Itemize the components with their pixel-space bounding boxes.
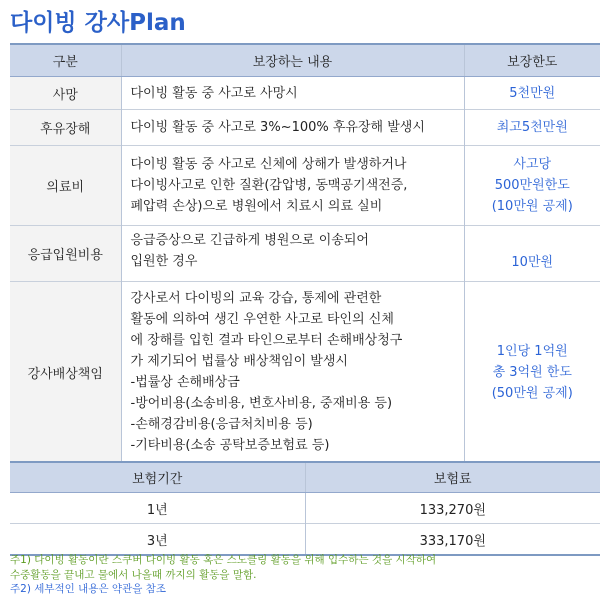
premium-cell: 333,170원 [305, 524, 600, 556]
period-cell: 1년 [10, 493, 305, 524]
category-cell: 강사배상책임 [10, 282, 121, 464]
coverage-table [10, 43, 600, 465]
premium-header-row [10, 462, 600, 493]
limit-cell: 최고5천만원 [464, 110, 600, 146]
content-cell: 다이빙 활동 중 사고로 3%~100% 후유장해 발생시 [121, 110, 464, 146]
table-row [10, 110, 600, 146]
content-cell: 강사로서 다이빙의 교육 강습, 통제에 관련한 활동에 의하여 생긴 우연한 사고로 타인의 신체 에 장해를 입힌 결과 타인으로부터 손해배상청구 가 제기되어 법률상 배상책임이 발생시 -법률상 손해배상금 -방어비용(소송비용, 변호사비용, 중재비용 등) -손해경감비용(응급처치비용 등) -기타비용(소송 공탁보증보험료 등) [130, 291, 403, 454]
table-row [10, 493, 600, 524]
content-cell: 다이빙 활동 중 사고로 사망시 [121, 77, 464, 110]
header-content: 보장하는 내용 [121, 44, 464, 77]
page-title: 다이빙 강사Plan [10, 10, 186, 36]
footnote-2: 주2) 세부적인 내용은 약관을 참조 [10, 583, 166, 595]
header-category: 구분 [10, 44, 121, 77]
coverage-header-row [10, 44, 600, 77]
table-row [10, 146, 600, 226]
category-cell: 의료비 [10, 146, 121, 226]
footnote-1: 주1) 다이빙 활동이란 스쿠버 다이빙 활동 혹은 스노클링 활동을 위해 입수하는 것을 시작하여 수중활동을 끝내고 물에서 나올때 까지의 활동을 말함. [10, 554, 437, 581]
table-row [10, 524, 600, 556]
table-row [10, 226, 600, 282]
content-cell: 응급증상으로 긴급하게 병원으로 이송되어 입원한 경우 [130, 233, 369, 269]
limit-cell: 10만원 [464, 226, 600, 282]
footnotes [10, 553, 436, 597]
category-cell: 사망 [10, 77, 121, 110]
header-limit: 보장한도 [464, 44, 600, 77]
premium-cell: 133,270원 [305, 493, 600, 524]
period-cell: 3년 [10, 524, 305, 556]
limit-cell: 1인당 1억원 총 3억원 한도 (50만원 공제) [491, 343, 573, 401]
premium-table [10, 461, 600, 556]
header-period: 보험기간 [10, 462, 305, 493]
category-cell: 응급입원비용 [10, 226, 121, 282]
table-row [10, 77, 600, 110]
table-row [10, 282, 600, 464]
header-premium: 보험료 [305, 462, 600, 493]
content-cell: 다이빙 활동 중 사고로 신체에 상해가 발생하거나 다이빙사고로 인한 질환(감압병, 동맥공기색전증, 폐압력 손상)으로 병원에서 치료시 의료 실비 [130, 157, 408, 214]
limit-cell: 사고당 500만원한도 (10만원 공제) [491, 157, 573, 214]
category-cell: 후유장해 [10, 110, 121, 146]
limit-cell: 5천만원 [464, 77, 600, 110]
